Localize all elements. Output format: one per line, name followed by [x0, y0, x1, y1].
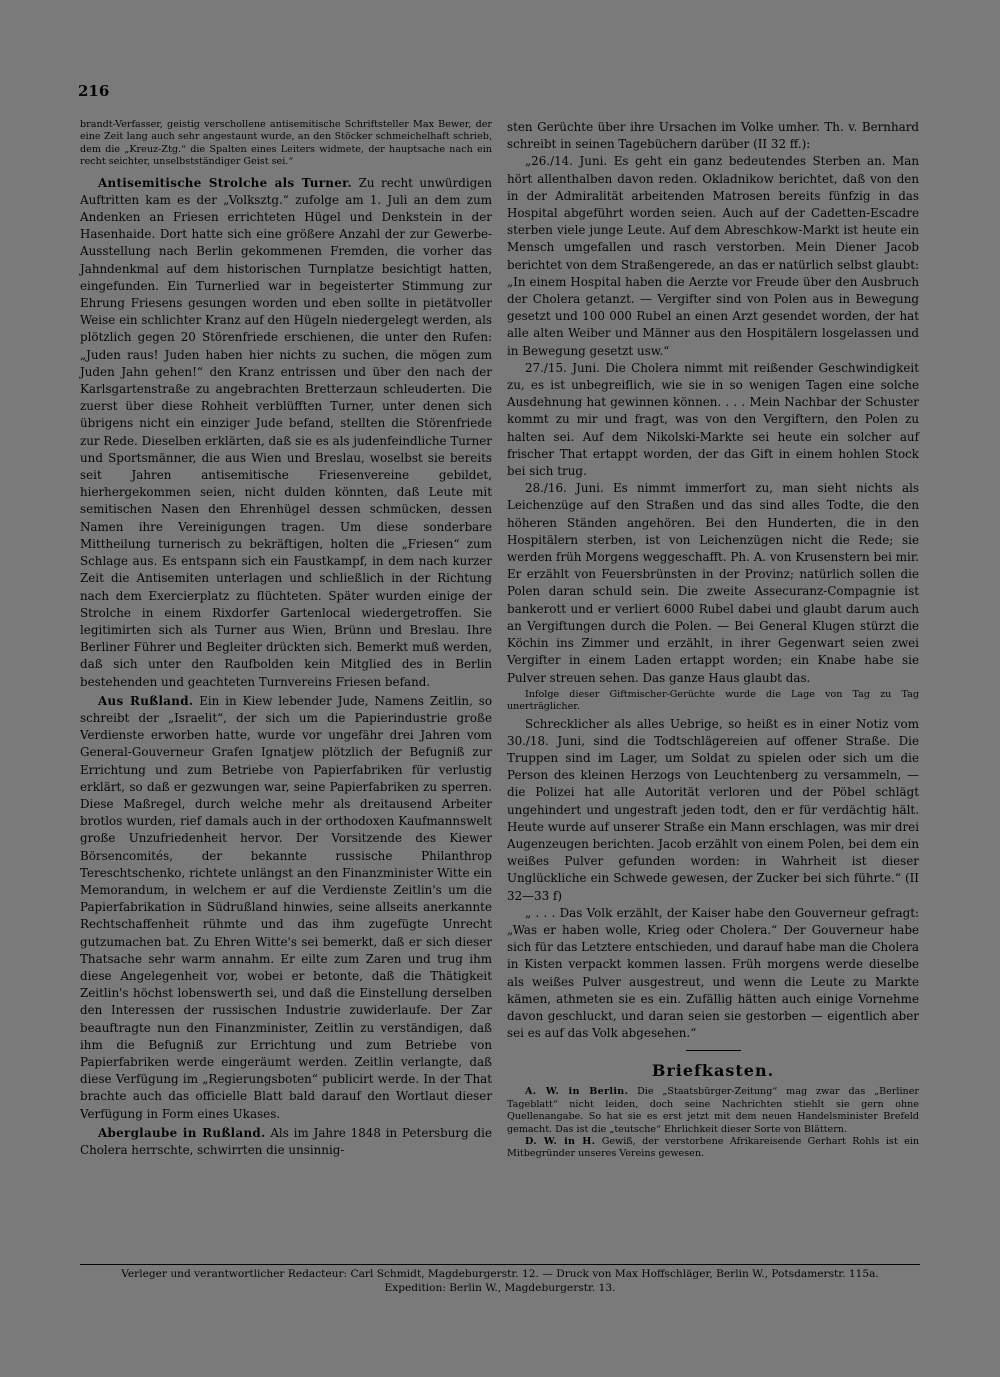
paragraph: „26./14. Juni. Es geht ein ganz bedeutendes Sterben an. Man hört allenthalben davon reden. Okladnikow berichtet, daß von den in der Admiralität arbeitenden Matrosen bereits fünfzig in das Hospital abgeführt worden seien. Auch auf der Cadetten-Escadre sterben viele junge Leute. Auf dem Abreschkow-Markt ist heute ein Mensch umgefallen und rasch verstorben. Mein Diener Jacob berichtet von dem Straßengerede, an das er natürlich selbst glaubt: „In einem Hospital haben die Aerzte vor Freude über den Ausbruch der Cholera getanzt. — Vergifter sind von Polen aus in Bewegung gesetzt und 100 000 Rubel an einen Arzt gesendet worden, der hat alle alten Weiber und Männer aus den Hospitälern losgelassen und in Bewegung gesetzt usw.“ — [507, 154, 919, 358]
right-column — [507, 119, 919, 1161]
paragraph: Schrecklicher als alles Uebrige, so heißt es in einer Notiz vom 30./18. Juni, sind die Todtschlägereien auf offener Straße. Die Truppen sind im Lager, um Soldat zu spielen oder sich um die Person des kleinen Herzogs von Leuchtenberg zu versammeln, — die Polizei hat alle Autorität verloren und der Pöbel schlägt ungehindert und ungestraft jeden todt, den er für verdächtig hält. Heute wurde auf unserer Straße ein Mann erschlagen, was mir drei Augenzeugen berichten. Jacob erzählt von einem Polen, bei dem ein weißes Pulver gefunden worden: in Wahrheit ist dieser Unglückliche ein Schwede gewesen, der Zucker bei sich führte.“ (II 32—33 f) — [507, 716, 919, 903]
briefkasten-text: Gewiß, der verstorbene Afrikareisende Gerhart Rohls ist ein Mitbegründer unseres Vereins gewesen. — [507, 1136, 920, 1160]
intro-fragment: brandt-Verfasser, geistig verschollene antisemitische Schriftsteller Max Bewer, der eine Zeit lang auch sehr angestaunt wurde, an den Stöcker schmeichelhaft schrieb, dem die „Kreuz-Ztg.“ die Spalten eines Leiters widmete, der hauptsache nach ein recht seichter, unselbstständiger Geist sei.“ — [80, 119, 492, 168]
imprint-line: Verleger und verantwortlicher Redacteur: Carl Schmidt, Magdeburgerstr. 12. — Druck von Max Hoffschläger, Berlin W., Potsdamerstr. 115a. — [121, 1268, 879, 1280]
article-body: Zu recht unwürdigen Auftritten kam es der „Volksztg.“ zufolge am 1. Juli an dem zum Andenken an Friesen errichteten Hügel und Denkstein in der Hasenhaide. Dort hatte sich eine größere Anzahl der zur Gewerbe-Ausstellung nach Berlin gekommenen Fremden, die vorher das Jahndenkmal auf dem historischen Turnplatze besichtigt hatten, eingefunden. Ein Turnerlied war in begeisterter Stimmung zur Ehrung Friesens gesungen worden und eben sollte in pietätvoller Weise ein schlichter Kranz auf den Hügeln niedergelegt werden, als plötzlich gegen 20 Störenfriede erschienen, die unter den Rufen: „Juden raus! Juden haben hier nichts zu suchen, die mögen zum Juden Jahn gehen!“ den Kranz entrissen und über den nach der Karlsgartenstraße zu angebrachten Bretterzaun schleuderten. Die zuerst über diese Rohheit verblüfften Turner, unter denen sich übrigens nicht ein einziger Jude befand, stellten die Störenfriede zur Rede. Dieselben erklärten, daß sie es als judenfeindliche Turner und Sportsmänner, die aus Wien und Breslau, woselbst sie bereits seit Jahren antisemitische Friesenvereine gebildet, hierhergekommen seien, nicht dulden könnten, daß Leute mit semitischen Nasen den Ehrenhügel dessen schmücken, dessen Namen ihre Vereinigungen tragen. Um diese sonderbare Mittheilung turnerisch zu bekräftigen, holten die „Friesen“ zum Schlage aus. Es entspann sich ein Faustkampf, in dem nach kurzer Zeit die Antisemiten unterlagen und schließlich in der Richtung nach dem Exercierplatz zu flüchteten. Später wurden einige der Strolche in einem Rixdorfer Gartenlocal wiedergetroffen. Sie legitimirten sich als Turner aus Wien, Brünn und Breslau. Ihre Berliner Führer und Begleiter drückten sich. Bemerkt muß werden, daß sich unter den Raufbolden kein Mitglied des in Berlin bestehenden und geachteten Turnvereins Friesen befand. — [80, 175, 492, 689]
briefkasten-addressee: A. W. in Berlin. — [525, 1086, 629, 1098]
briefkasten-addressee: D. W. in H. — [525, 1136, 596, 1147]
article-strolche — [80, 175, 492, 691]
article-heading: Aberglaube in Rußland. — [98, 1125, 266, 1140]
page-number: 216 — [78, 82, 110, 100]
briefkasten-title: Briefkasten. — [651, 1061, 775, 1081]
briefkasten-entry — [507, 1086, 919, 1136]
small-note: Infolge dieser Giftmischer-Gerüchte wurde die Lage von Tag zu Tag unerträglicher. — [507, 688, 919, 713]
left-column — [80, 119, 492, 1159]
article-aberglaube — [80, 1125, 492, 1159]
article-body: Als im Jahre 1848 in Petersburg die Cholera herrschte, schwirrten die unsinnig- — [80, 1125, 493, 1157]
article-heading: Aus Rußland. — [98, 693, 194, 708]
article-russland — [80, 693, 492, 1123]
article-heading: Antisemitische Strolche als Turner. — [98, 175, 353, 190]
paragraph: sten Gerüchte über ihre Ursachen im Volke umher. Th. v. Bernhard schreibt in seinen Tagebüchern darüber (II 32 ff.): — [507, 120, 919, 152]
imprint-line: Expedition: Berlin W., Magdeburgerstr. 13. — [384, 1282, 616, 1294]
imprint-footer — [80, 1267, 920, 1295]
briefkasten-entry — [507, 1136, 919, 1161]
paragraph: „ . . . Das Volk erzählt, der Kaiser habe den Gouverneur gefragt: „Was er haben wolle, Krieg oder Cholera.“ Der Gouverneur habe sich für das Letztere entschieden, und darauf habe man die Cholera in Kisten verpackt kommen lassen. Früh morgens werde dieselbe als weißes Pulver ausgestreut, und wenn die Leute zu Markte kämen, athmeten sie es ein. Zufällig hätten auch einige Vornehme davon geschluckt, und daran seien sie gestorben — eigentlich aber sei es auf das Volk abgesehen.“ — [507, 905, 919, 1041]
footer-rule — [80, 1264, 920, 1265]
article-body: Ein in Kiew lebender Jude, Namens Zeitlin, so schreibt der „Israelit“, der sich um die Papierindustrie große Verdienste erworben hatte, wurde vor ungefähr drei Jahren vom General-Gouverneur Grafen Ignatjew plötzlich der Befugniß zur Errichtung und zum Betriebe von Papierfabriken für verlustig erklärt, so daß er gezwungen war, seine Papierfabriken zu sperren. Diese Maßregel, durch welche mehr als dreitausend Arbeiter brotlos wurden, rief damals auch in der orthodoxen Kaufmannswelt große Unzufriedenheit hervor. Der Vorsitzende des Kiewer Börsencomités, der bekannte russische Philanthrop Tereschtschenko, richtete unlängst an den Finanzminister Witte ein Memorandum, in welchem er auf die Verdienste Zeitlin's um die Papierfabrikation in Südrußland hinwies, seine allseits anerkannte Rechtschaffenheit rühmte und das ihm zugefügte Unrecht gutzumachen bat. Zu Ehren Witte's sei bemerkt, daß er sich dieser Thatsache sehr warm annahm. Er eilte zum Zaren und trug ihm diese Angelegenheit vor, wobei er betonte, daß die Thätigkeit Zeitlin's höchst lobenswerth sei, und daß die Einstellung derselben den Interessen der russischen Industrie zuwiderlaufe. Der Zar beauftragte nun den Finanzminister, Zeitlin zu verständigen, daß ihm die Befugniß zur Errichtung und zum Betriebe von Papierfabriken werde eingeräumt werden. Zeitlin verlangte, daß diese Verfügung im „Regierungsboten“ publicirt werde. In der That brachte auch das officielle Blatt bald darauf den Wortlaut dieser Verfügung in Form eines Ukases. — [80, 693, 492, 1121]
section-divider — [686, 1050, 741, 1051]
paragraph: 28./16. Juni. Es nimmt immerfort zu, man sieht nichts als Leichenzüge auf den Straßen und das sind alles Todte, die den höheren Ständen angehören. Bei den Hunderten, die in den Hospitälern sterben, ist von Leichenzügen nicht die Rede; sie werden früh Morgens weggeschafft. Ph. A. von Krusenstern bei mir. Er erzählt von Feuersbrünsten in der Provinz; natürlich sollen die Polen daran schuld sein. Die zweite Assecuranz-Compagnie ist bankerott und er verliert 6000 Rubel dabei und glaubt darum auch an Vergiftungen durch die Polen. — Bei General Klugen stürzt die Köchin ins Zimmer und erzählt, in ihrer Gegenwart seien zwei Vergifter in einem Laden ertappt worden; ein Knabe habe sie Pulver streuen sehen. Das ganze Haus glaubt das. — [507, 481, 919, 685]
briefkasten-text: Die „Staatsbürger-Zeitung“ mag zwar das „Berliner Tageblatt“ nicht leiden, doch seine Nachrichten stiehlt sie gern ohne Quellenangabe. So hat sie es erst jetzt mit dem neuen Handelsminister Brefeld gemacht. Das ist die „teutsche“ Ehrlichkeit dieser Sorte von Blättern. — [507, 1086, 919, 1135]
paragraph: 27./15. Juni. Die Cholera nimmt mit reißender Geschwindigkeit zu, es ist unbegreiflich, wie sie in so wenigen Tagen eine solche Ausdehnung hat gewinnen können. . . . Mein Nachbar der Schuster kommt zu mir und fragt, was von den Vergiftern, den Polen zu halten sei. Auf dem Nikolski-Markte sei heute ein solcher auf frischer That ertappt worden, der das Gift in einem hohlen Stock bei sich trug. — [507, 360, 919, 479]
